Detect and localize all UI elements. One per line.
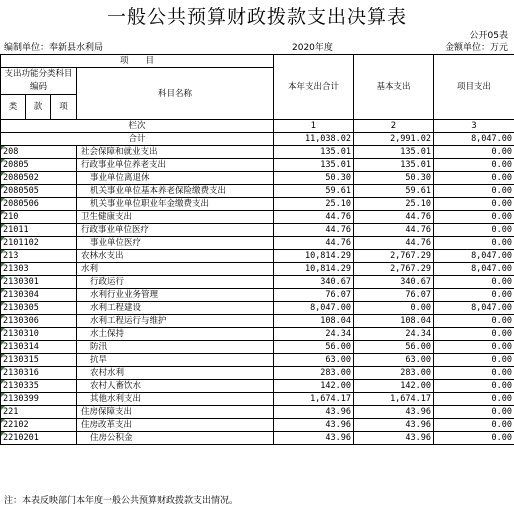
- table-row: [1, 146, 514, 159]
- row-total: 59.61: [274, 185, 354, 198]
- row-total: 340.67: [274, 276, 354, 289]
- lanci-row: [1, 120, 514, 133]
- table-row: [1, 250, 514, 263]
- basic-column-header: 基本支出: [354, 55, 434, 120]
- row-basic: 1,674.17: [354, 393, 434, 406]
- lanci-label: 栏次: [1, 120, 274, 133]
- row-total: 76.07: [274, 289, 354, 302]
- column-index-3: 3: [434, 120, 514, 133]
- table-row: [1, 172, 514, 185]
- row-project: 0.00: [434, 146, 514, 159]
- fiscal-year: 2020年度: [292, 43, 333, 53]
- row-name: 行政事业单位医疗: [77, 224, 274, 237]
- row-name: 住房保障支出: [77, 406, 274, 419]
- row-project: 0.00: [434, 328, 514, 341]
- table-row: [1, 159, 514, 172]
- row-basic: 340.67: [354, 276, 434, 289]
- row-basic: 43.96: [354, 406, 434, 419]
- row-code: 2080506: [1, 198, 77, 211]
- table-row: [1, 406, 514, 419]
- row-project: 0.00: [434, 432, 514, 445]
- row-name: 防汛: [77, 341, 274, 354]
- row-total: 8,047.00: [274, 302, 354, 315]
- row-total: 108.04: [274, 315, 354, 328]
- row-project: 0.00: [434, 237, 514, 250]
- table-row: [1, 185, 514, 198]
- row-code: 2130316: [1, 367, 77, 380]
- table-row: [1, 289, 514, 302]
- meta-row: [0, 40, 514, 54]
- row-project: 0.00: [434, 380, 514, 393]
- expenditure-table: [0, 54, 514, 445]
- row-total: 135.01: [274, 146, 354, 159]
- row-total: 50.30: [274, 172, 354, 185]
- row-basic: 43.96: [354, 432, 434, 445]
- row-name: 抗旱: [77, 354, 274, 367]
- row-project: 0.00: [434, 289, 514, 302]
- row-total: 135.01: [274, 159, 354, 172]
- row-basic: 24.34: [354, 328, 434, 341]
- table-row: [1, 276, 514, 289]
- row-basic: 59.61: [354, 185, 434, 198]
- row-code: 210: [1, 211, 77, 224]
- row-project: 8,047.00: [434, 250, 514, 263]
- row-project: 0.00: [434, 276, 514, 289]
- row-project: 0.00: [434, 172, 514, 185]
- row-total: 43.96: [274, 419, 354, 432]
- row-name: 行政事业单位养老支出: [77, 159, 274, 172]
- row-total: 43.96: [274, 432, 354, 445]
- row-basic: 283.00: [354, 367, 434, 380]
- row-project: 0.00: [434, 211, 514, 224]
- row-code: 2210201: [1, 432, 77, 445]
- table-row: [1, 419, 514, 432]
- table-row: [1, 237, 514, 250]
- total-label: 合计: [1, 133, 274, 146]
- table-row: [1, 341, 514, 354]
- row-code: 2101102: [1, 237, 77, 250]
- total-row: [1, 133, 514, 146]
- row-total: 10,814.29: [274, 250, 354, 263]
- row-code: 2130314: [1, 341, 77, 354]
- row-name: 行政运行: [77, 276, 274, 289]
- row-project: 0.00: [434, 159, 514, 172]
- row-basic: 50.30: [354, 172, 434, 185]
- table-row: [1, 432, 514, 445]
- reporting-unit: 编制单位：奉新县水利局: [4, 43, 104, 53]
- row-project: 0.00: [434, 341, 514, 354]
- row-name: 机关事业单位基本养老保险缴费支出: [77, 185, 274, 198]
- row-basic: 2,767.29: [354, 263, 434, 276]
- row-project: 0.00: [434, 367, 514, 380]
- row-project: 0.00: [434, 224, 514, 237]
- table-row: [1, 380, 514, 393]
- row-basic: 142.00: [354, 380, 434, 393]
- row-basic: 25.10: [354, 198, 434, 211]
- row-total: 56.00: [274, 341, 354, 354]
- func-code-header: 支出功能分类科目编码: [1, 68, 77, 95]
- table-row: [1, 198, 514, 211]
- row-total: 10,814.29: [274, 263, 354, 276]
- grand-total: 11,038.02: [274, 133, 354, 146]
- page-title: 一般公共预算财政拨款支出决算表: [106, 6, 407, 28]
- row-name: 水利行业业务管理: [77, 289, 274, 302]
- section-header: 款: [26, 95, 51, 120]
- table-row: [1, 393, 514, 406]
- table-row: [1, 354, 514, 367]
- row-project: 8,047.00: [434, 263, 514, 276]
- row-basic: 56.00: [354, 341, 434, 354]
- row-total: 63.00: [274, 354, 354, 367]
- subject-name-header: 科目名称: [77, 68, 274, 120]
- table-row: [1, 263, 514, 276]
- row-project: 0.00: [434, 419, 514, 432]
- table-row: [1, 302, 514, 315]
- row-name: 机关事业单位职业年金缴费支出: [77, 198, 274, 211]
- row-code: 22102: [1, 419, 77, 432]
- row-code: 208: [1, 146, 77, 159]
- row-basic: 63.00: [354, 354, 434, 367]
- table-row: [1, 367, 514, 380]
- row-name: 卫生健康支出: [77, 211, 274, 224]
- row-name: 住房改革支出: [77, 419, 274, 432]
- row-total: 1,674.17: [274, 393, 354, 406]
- row-name: 事业单位离退休: [77, 172, 274, 185]
- row-name: 社会保障和就业支出: [77, 146, 274, 159]
- row-name: 水利工程建设: [77, 302, 274, 315]
- form-code: 公开05表: [469, 31, 508, 41]
- header-row-1: [1, 55, 514, 68]
- row-code: 2130305: [1, 302, 77, 315]
- row-project: 0.00: [434, 315, 514, 328]
- row-name: 农村水利: [77, 367, 274, 380]
- basic-total: 2,991.02: [354, 133, 434, 146]
- row-basic: 135.01: [354, 159, 434, 172]
- column-index-2: 2: [354, 120, 434, 133]
- row-code: 2080505: [1, 185, 77, 198]
- row-code: 213: [1, 250, 77, 263]
- row-project: 8,047.00: [434, 302, 514, 315]
- row-name: 农村人畜饮水: [77, 380, 274, 393]
- row-code: 2130304: [1, 289, 77, 302]
- row-basic: 44.76: [354, 224, 434, 237]
- project-column-header: 项目支出: [434, 55, 514, 120]
- row-basic: 43.96: [354, 419, 434, 432]
- item-header: 项: [51, 95, 77, 120]
- row-total: 43.96: [274, 406, 354, 419]
- money-unit: 金额单位：万元: [444, 43, 508, 53]
- row-total: 44.76: [274, 211, 354, 224]
- row-basic: 135.01: [354, 146, 434, 159]
- row-code: 21011: [1, 224, 77, 237]
- row-basic: 108.04: [354, 315, 434, 328]
- row-project: 0.00: [434, 393, 514, 406]
- row-project: 0.00: [434, 198, 514, 211]
- project-header: 项 目: [1, 55, 274, 68]
- kind-header: 类: [1, 95, 26, 120]
- row-name: 水土保持: [77, 328, 274, 341]
- row-name: 住房公积金: [77, 432, 274, 445]
- row-name: 水利: [77, 263, 274, 276]
- row-code: 2130315: [1, 354, 77, 367]
- project-total: 8,047.00: [434, 133, 514, 146]
- row-total: 142.00: [274, 380, 354, 393]
- row-code: 2130301: [1, 276, 77, 289]
- row-basic: 2,767.29: [354, 250, 434, 263]
- row-project: 0.00: [434, 406, 514, 419]
- row-project: 0.00: [434, 185, 514, 198]
- row-code: 2130306: [1, 315, 77, 328]
- row-code: 2130399: [1, 393, 77, 406]
- row-code: 2130335: [1, 380, 77, 393]
- row-total: 44.76: [274, 224, 354, 237]
- row-name: 农林水支出: [77, 250, 274, 263]
- row-code: 221: [1, 406, 77, 419]
- row-name: 事业单位医疗: [77, 237, 274, 250]
- table-row: [1, 315, 514, 328]
- column-index-1: 1: [274, 120, 354, 133]
- row-code: 20805: [1, 159, 77, 172]
- row-total: 24.34: [274, 328, 354, 341]
- row-basic: 76.07: [354, 289, 434, 302]
- row-total: 44.76: [274, 237, 354, 250]
- row-code: 21303: [1, 263, 77, 276]
- row-total: 25.10: [274, 198, 354, 211]
- row-name: 其他水利支出: [77, 393, 274, 406]
- row-basic: 44.76: [354, 211, 434, 224]
- footnote: 注：本表反映部门本年度一般公共预算财政拨款支出情况。: [4, 496, 239, 506]
- table-row: [1, 224, 514, 237]
- row-total: 283.00: [274, 367, 354, 380]
- row-project: 0.00: [434, 354, 514, 367]
- row-basic: 44.76: [354, 237, 434, 250]
- row-name: 水利工程运行与维护: [77, 315, 274, 328]
- total-column-header: 本年支出合计: [274, 55, 354, 120]
- row-code: 2130310: [1, 328, 77, 341]
- table-row: [1, 211, 514, 224]
- row-basic: 0.00: [354, 302, 434, 315]
- table-row: [1, 328, 514, 341]
- row-code: 2080502: [1, 172, 77, 185]
